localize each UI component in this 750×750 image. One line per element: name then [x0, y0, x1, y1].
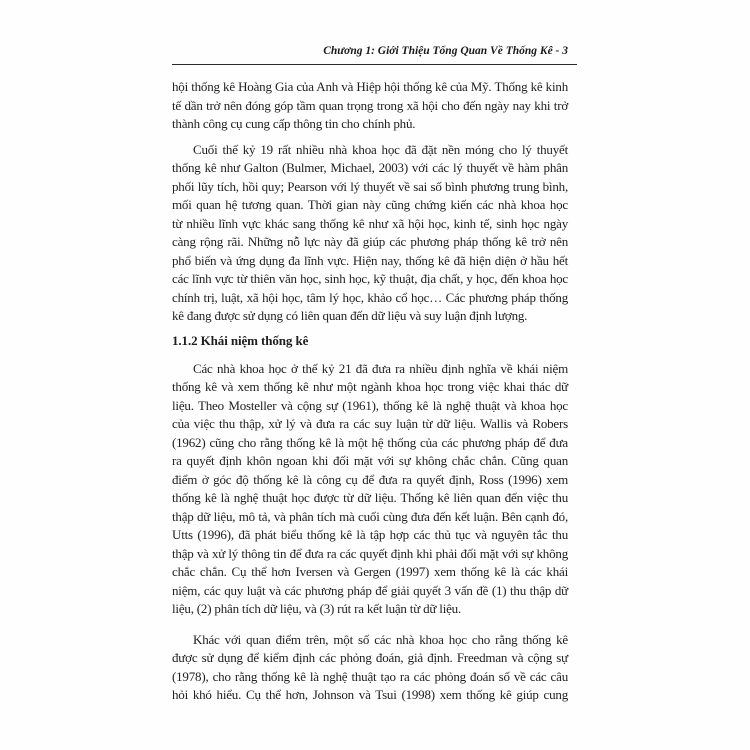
text-line: Khác với quan điểm trên, một số các nhà khoa học cho rằng thống kê	[193, 631, 568, 647]
running-header: Chương 1: Giới Thiệu Tổng Quan Về Thống Kê - 3	[323, 45, 568, 57]
text-line: chắc chắn. Cụ thể hơn Iversen và Gergen (1997) xem thống kê là các khái	[172, 564, 568, 579]
text-line: của việc thu thập, xử lý và đưa ra các suy luận từ dữ liệu. Wallis và Robers	[172, 416, 568, 431]
text-line: (1962) cũng cho rằng thống kê là một hệ thống của các phương pháp để đưa	[172, 434, 568, 450]
text-line: (1978), cho rằng thống kê là nghệ thuật tạo ra các phỏng đoán số về các câu	[172, 668, 568, 684]
text-line: phối lũy tích, hồi quy; Pearson với lý thuyết về sai số bình phương trung bình,	[172, 178, 568, 194]
text-line: Cuối thế kỷ 19 rất nhiều nhà khoa học đã đặt nền móng cho lý thuyết	[193, 141, 568, 157]
text-line: thập dữ liệu, mô tả, và phân tích mà cuối cùng đưa đến kết luận. Bên cạnh đó,	[172, 508, 568, 524]
text-line: thống kê và xem thống kê như một ngành khoa học trong việc khai thác dữ	[172, 379, 568, 394]
paragraph-4	[172, 631, 568, 705]
text-line: hỏi khó hiểu. Cụ thể hơn, Johnson và Tsui (1998) xem thống kê giúp cung	[172, 687, 568, 702]
text-line: niệm, các quy luật và các phương pháp để giải quyết 3 vấn đề (1) thu thập dữ	[172, 582, 568, 598]
text-line: liệu, (2) phân tích dữ liệu, và (3) rút ra kết luận từ dữ liệu.	[172, 601, 462, 616]
text-line: thành công cụ cung cấp thông tin cho chính phủ.	[172, 116, 416, 131]
header-rule	[172, 64, 577, 65]
text-line: Utts (1996), đã phát biểu thống kê là tập hợp các thủ tục và nguyên tắc thu	[172, 527, 568, 542]
text-line: chính trị, luật, xã hội học, tâm lý học, khảo cổ học… Các phương pháp thống	[172, 289, 568, 305]
section-heading: 1.1.2 Khái niệm thống kê	[172, 332, 309, 348]
text-line: tế dần trở nên đóng góp tầm quan trọng trong xã hội cho đến ngày nay khi trở	[172, 97, 568, 113]
paragraph-3	[172, 360, 568, 619]
text-line: kê đang được sử dụng có liên quan đến dữ liệu và suy luận định lượng.	[172, 308, 528, 323]
text-line: thống kê như Galton (Bulmer, Michael, 2003) với các lý thuyết về hàm phân	[172, 160, 568, 175]
text-line: Các nhà khoa học ở thế kỷ 21 đã đưa ra nhiều định nghĩa về khái niệm	[193, 360, 568, 376]
text-line: mối quan hệ tương quan. Thời gian này cũng chứng kiến các nhà khoa học	[172, 197, 568, 212]
text-line: các lĩnh vực từ thiên văn học, sinh học, kỹ thuật, địa chất, y học, đến khoa học	[172, 271, 568, 286]
text-line: phổ biến và ứng dụng đa lĩnh vực. Hiện nay, thống kê đã hiện diện ở hầu hết	[172, 252, 568, 268]
text-line: điểm ở góc độ thống kê là công cụ để đưa ra quyết định, Ross (1996) xem	[172, 471, 568, 487]
text-line: hội thống kê Hoàng Gia của Anh và Hiệp hội thống kê của Mỹ. Thống kê kinh	[172, 79, 568, 94]
paragraph-2	[172, 141, 568, 326]
body-text	[172, 78, 568, 705]
text-line: thống kê là nghệ thuật học được từ dữ liệu. Thống kê liên quan đến việc thu	[172, 490, 568, 505]
text-line: thập và xử lý thông tin để đưa ra các quyết định khi phải đối mặt với sự không	[172, 545, 568, 561]
text-line: ra quyết định khôn ngoan khi đối mặt với sự không chắc chắn. Cũng quan	[172, 453, 568, 468]
text-line: được sử dụng để kiểm định các phỏng đoán, giả định. Freedman và cộng sự	[172, 650, 568, 665]
paragraph-1	[172, 78, 568, 134]
text-line: từ nhiều lĩnh vực khác sang thống kê như xã hội học, kinh tế, sinh học ngày	[172, 215, 568, 231]
text-line: càng rộng rãi. Những nỗ lực này đã giúp các phương pháp thống kê trở nên	[172, 234, 568, 249]
text-line: liệu. Theo Mosteller và cộng sự (1961), thống kê là nghệ thuật và khoa học	[172, 397, 568, 413]
